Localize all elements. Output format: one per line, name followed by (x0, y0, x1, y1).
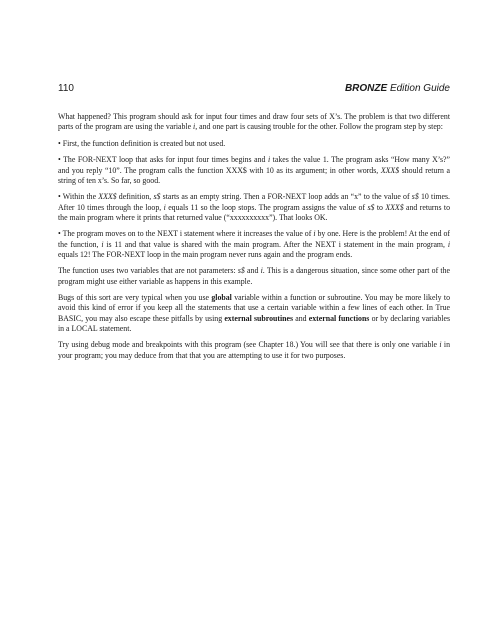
paragraph-text: The function uses two variables that are not parameters: (58, 266, 238, 276)
running-title-brand: BRONZE (344, 83, 388, 94)
italic-term: i (447, 239, 450, 249)
italic-term: i (260, 266, 263, 276)
paragraph (58, 192, 450, 223)
page-number: 110 (58, 83, 74, 94)
paragraph-text: and returns to the main program where it prints that returned value (“xxxxxxxxxx”). That looks OK. (58, 202, 451, 222)
paragraph-text: variable within a function or subroutine. You may be more likely to avoid this kind of error if you keep all the statements that use a certain variable within a few lines of each other. In True BASIC, you may also escape these pitfalls by using (58, 293, 450, 323)
paragraph-text: and (244, 266, 261, 276)
paragraph (58, 293, 450, 334)
paragraph-text: • The FOR-NEXT loop that asks for input four times begins and (58, 155, 268, 165)
paragraph-text: and (293, 313, 309, 323)
italic-term: XXX$ (385, 202, 404, 212)
paragraph (58, 340, 450, 360)
paragraph (58, 229, 450, 260)
paragraph-text: 10 times. After 10 times through the loop, (58, 192, 450, 212)
paragraph-text: or by declaring variables in a LOCAL statement. (58, 313, 451, 333)
paragraph-text: by one. Here is the problem! At the end of the function, (58, 229, 451, 249)
running-header (58, 83, 450, 94)
paragraph-text: in your program; you may deduce from that that you are attempting to use it for two purposes. (58, 340, 451, 360)
paragraph-text: should return a string of ten x’s. So far, so good. (58, 165, 450, 185)
italic-term: s$ (153, 192, 161, 202)
italic-term: s$ (237, 266, 245, 276)
italic-term: i (267, 155, 271, 165)
running-title-rest: Edition Guide (387, 83, 450, 94)
paragraph (58, 266, 450, 286)
paragraph-text: takes the value 1. The program asks “How many X’s?” and you reply “10”. The program calls the function XXX$ with 10 as its argument; in other words, (58, 155, 450, 175)
italic-term: i (439, 340, 442, 350)
paragraph-text: is 11 and that value is shared with the main program. After the NEXT i statement in the main program, (103, 239, 448, 249)
paragraph-text: • First, the function definition is created but not used. (58, 138, 226, 148)
paragraph-text: What happened? This program should ask for input four times and draw four sets of X’s. The problem is that two different parts of the program are using the variable (58, 112, 450, 132)
bold-term: global (211, 293, 232, 303)
italic-term: XXX$ (380, 165, 400, 175)
italic-term: s$ (411, 192, 419, 202)
running-title (345, 83, 450, 94)
paragraph-text: definition, (116, 192, 154, 202)
paragraph-text: equals 11 so the loop stops. The program assigns the value of (165, 202, 368, 212)
paragraph-text: • The program moves on to the NEXT i statement where it increases the value of (58, 229, 314, 239)
italic-term: i (193, 122, 196, 132)
paragraph-text: • Within the (58, 192, 99, 202)
italic-term: i (313, 229, 316, 239)
paragraph (58, 155, 450, 186)
italic-term: s$ (367, 202, 375, 212)
paragraph-text: , and one part is causing trouble for the other. Follow the program step by step: (195, 122, 443, 132)
italic-term: i (101, 239, 104, 249)
paragraph-text: to (374, 202, 386, 212)
paragraph-text: Bugs of this sort are very typical when you use (58, 293, 212, 303)
italic-term: XXX$ (98, 192, 117, 202)
paragraph-text: . This is a dangerous situation, since some other part of the program might use either variable as happens in this example. (58, 266, 450, 286)
paragraph-text: Try using debug mode and breakpoints with this program (see Chapter 18.) You will see that there is only one variable (58, 340, 440, 350)
italic-term: i (163, 202, 166, 212)
body-text (58, 112, 450, 367)
bold-term: external functions (308, 313, 370, 323)
paragraph-text: starts as an empty string. Then a FOR-NEXT loop adds an “x” to the value of (160, 192, 412, 202)
paragraph (58, 112, 450, 132)
paragraph-text: equals 12! The FOR-NEXT loop in the main program never runs again and the program ends. (58, 249, 353, 259)
paragraph (58, 139, 450, 149)
bold-term: external subroutines (224, 313, 294, 323)
